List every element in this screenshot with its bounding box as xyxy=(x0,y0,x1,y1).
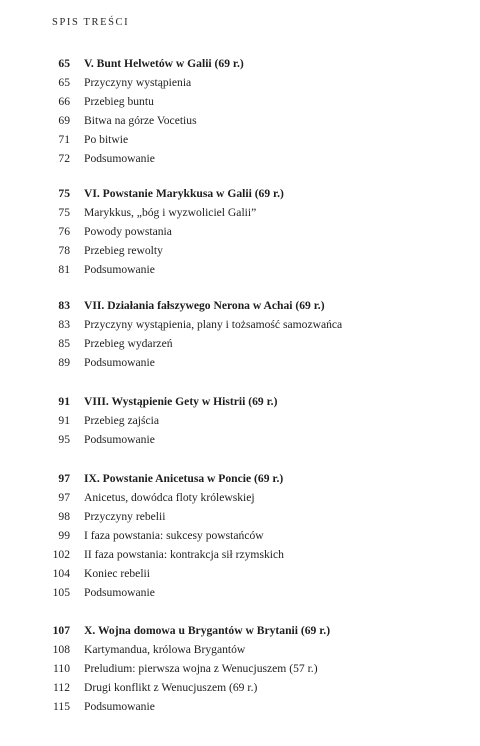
toc-entry-row xyxy=(0,508,480,525)
toc-page-number: 98 xyxy=(58,510,70,523)
toc-entry-title: Po bitwie xyxy=(84,133,129,146)
toc-entry-title: Przebieg rewolty xyxy=(84,244,163,257)
toc-page-number: 91 xyxy=(58,395,70,408)
toc-entry-title: Przebieg zajścia xyxy=(84,414,159,427)
toc-entry-title: Bitwa na górze Vocetius xyxy=(84,114,197,127)
toc-entry-title: Anicetus, dowódca floty królewskiej xyxy=(84,491,255,504)
toc-page-number: 105 xyxy=(52,586,70,599)
toc-entry-row xyxy=(0,150,480,167)
toc-page-number: 78 xyxy=(58,244,70,257)
toc-entry-row xyxy=(0,546,480,563)
toc-entry-row xyxy=(0,698,480,715)
toc-entry-row xyxy=(0,316,480,333)
toc-entry-row xyxy=(0,527,480,544)
toc-page-number: 75 xyxy=(58,187,70,200)
toc-entry-title: Przyczyny wystąpienia xyxy=(84,76,192,89)
toc-chapter-row xyxy=(0,470,480,487)
toc-page-number: 102 xyxy=(52,548,70,561)
toc-entry-title: Przebieg wydarzeń xyxy=(84,337,173,350)
toc-entry-row xyxy=(0,660,480,677)
toc-page-number: 65 xyxy=(58,76,70,89)
toc-entry-title: Przebieg buntu xyxy=(84,95,154,108)
toc-page-number: 97 xyxy=(58,472,70,485)
toc-chapter-title: X. Wojna domowa u Brygantów w Brytanii (69 r.) xyxy=(84,624,331,637)
toc-page-number: 85 xyxy=(58,337,70,350)
toc-entry-row xyxy=(0,354,480,371)
toc-page-number: 99 xyxy=(58,529,70,542)
toc-entry-row xyxy=(0,223,480,240)
toc-page-number: 95 xyxy=(58,433,70,446)
toc-entry-title: Koniec rebelii xyxy=(84,567,150,580)
toc-page-number: 72 xyxy=(58,152,70,165)
toc-entry-title: Podsumowanie xyxy=(84,152,155,165)
toc-entry-title: Drugi konflikt z Wenucjuszem (69 r.) xyxy=(84,681,258,694)
toc-entry-row xyxy=(0,242,480,259)
toc-page-number: 108 xyxy=(52,643,70,656)
toc-entry-title: Podsumowanie xyxy=(84,586,155,599)
toc-chapter-row xyxy=(0,393,480,410)
toc-chapter-title: VII. Działania fałszywego Nerona w Achai (69 r.) xyxy=(84,299,325,312)
toc-page-number: 104 xyxy=(52,567,70,580)
toc-entry-title: Podsumowanie xyxy=(84,700,155,713)
toc-page-number: 69 xyxy=(58,114,70,127)
toc-page-number: 83 xyxy=(58,299,70,312)
toc-entry-row xyxy=(0,431,480,448)
toc-entry-title: Podsumowanie xyxy=(84,263,155,276)
toc-page-number: 110 xyxy=(53,662,70,675)
toc-entry-row xyxy=(0,412,480,429)
toc-page-number: 91 xyxy=(58,414,70,427)
toc-page-number: 107 xyxy=(52,624,70,637)
toc-entry-row xyxy=(0,489,480,506)
toc-entry-row xyxy=(0,641,480,658)
toc-page-number: 112 xyxy=(53,681,70,694)
toc-page-number: 81 xyxy=(58,263,70,276)
toc-entry-title: Przyczyny wystąpienia, plany i tożsamość samozwańca xyxy=(84,318,343,331)
toc-chapter-title: VIII. Wystąpienie Gety w Histrii (69 r.) xyxy=(84,395,278,408)
toc-entry-row xyxy=(0,131,480,148)
toc-chapter-row xyxy=(0,297,480,314)
toc-entry-title: Powody powstania xyxy=(84,225,172,238)
toc-chapter-title: V. Bunt Helwetów w Galii (69 r.) xyxy=(84,57,244,70)
toc-chapter-row xyxy=(0,55,480,72)
toc-chapter-title: IX. Powstanie Anicetusa w Poncie (69 r.) xyxy=(84,472,284,485)
toc-entry-row xyxy=(0,74,480,91)
toc-page-number: 75 xyxy=(58,206,70,219)
toc-entry-title: Preludium: pierwsza wojna z Wenucjuszem (57 r.) xyxy=(84,662,318,675)
toc-entry-row xyxy=(0,93,480,110)
toc-page-number: 115 xyxy=(53,700,70,713)
toc-page-number: 66 xyxy=(58,95,70,108)
toc-entry-title: Podsumowanie xyxy=(84,356,155,369)
toc-entry-title: Przyczyny rebelii xyxy=(84,510,166,523)
toc-entry-row xyxy=(0,335,480,352)
toc-entry-title: Podsumowanie xyxy=(84,433,155,446)
page-header: SPIS TREŚCI xyxy=(52,17,130,28)
toc-entry-row xyxy=(0,261,480,278)
toc-entry-row xyxy=(0,679,480,696)
toc-page-number: 71 xyxy=(58,133,70,146)
toc-entry-row xyxy=(0,584,480,601)
toc-page-number: 97 xyxy=(58,491,70,504)
toc-page-number: 83 xyxy=(58,318,70,331)
toc-chapter-row xyxy=(0,185,480,202)
toc-entry-title: I faza powstania: sukcesy powstańców xyxy=(84,529,264,542)
toc-chapter-title: VI. Powstanie Marykkusa w Galii (69 r.) xyxy=(84,187,284,200)
toc-entry-title: Kartymandua, królowa Brygantów xyxy=(84,643,246,656)
toc-entry-title: Marykkus, „bóg i wyzwoliciel Galii” xyxy=(84,206,257,219)
toc-entry-row xyxy=(0,204,480,221)
toc-page-number: 76 xyxy=(58,225,70,238)
toc-entry-row xyxy=(0,112,480,129)
toc-chapter-row xyxy=(0,622,480,639)
toc-page-number: 65 xyxy=(58,57,70,70)
toc-entry-row xyxy=(0,565,480,582)
toc-page-number: 89 xyxy=(58,356,70,369)
toc-entry-title: II faza powstania: kontrakcja sił rzymskich xyxy=(84,548,284,561)
